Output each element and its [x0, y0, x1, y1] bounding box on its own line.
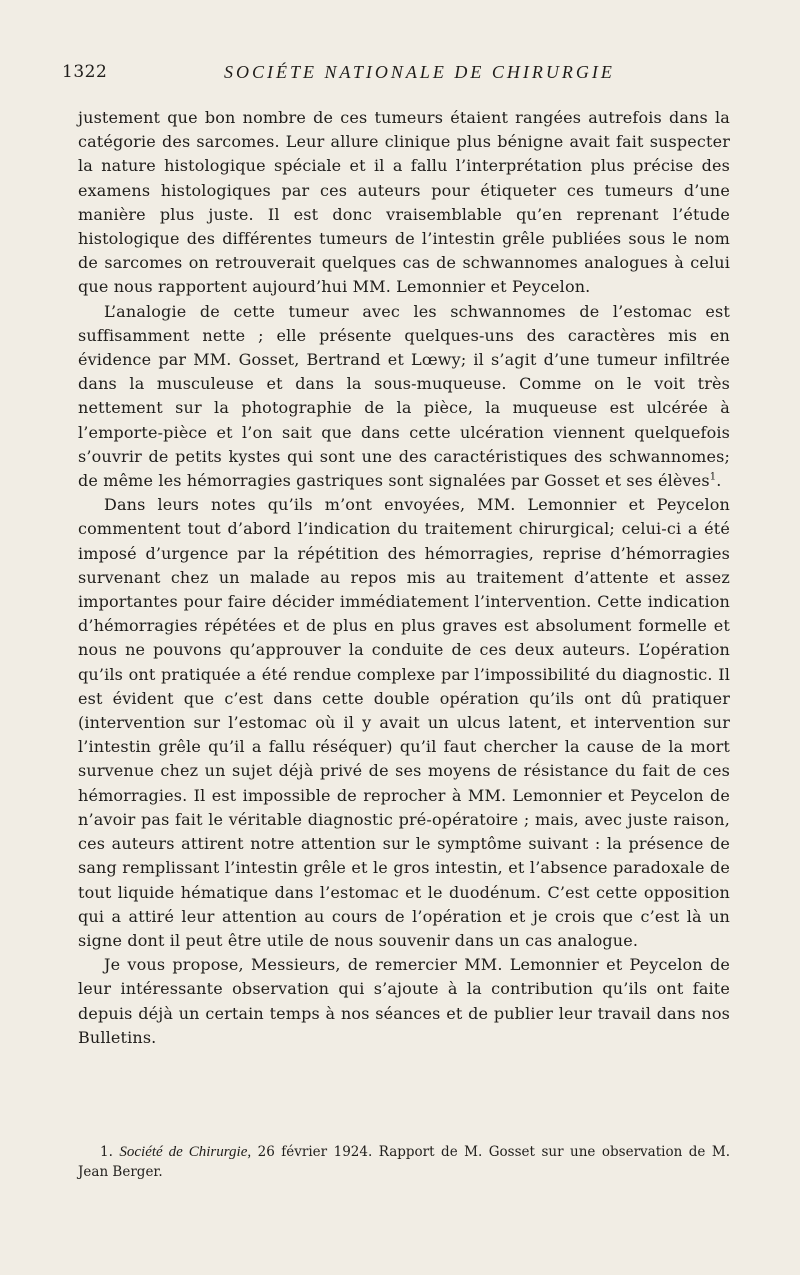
paragraph-1: justement que bon nombre de ces tumeurs étaient rangées autrefois dans la catégorie des sarcomes. Leur allure clinique plus bénigne avait fait suspecter la nature histologique spéciale et il a fallu l’interprétation plus précise des examens histologiques par ces auteurs pour étiqueter ces tumeurs d’une manière plus juste. Il est donc vraisemblable qu’en reprenant l’étude histologique des différentes tumeurs de l’intestin grêle publiées sous le nom de sarcomes on retrouverait quelques cas de schwannomes analogues à celui que nous rapportent aujourd’hui MM. Lemonnier et Peycelon. — [78, 108, 730, 297]
paragraph-2 — [78, 300, 730, 494]
paragraph-2-end: . — [716, 471, 722, 491]
page-number: 1322 — [62, 62, 108, 82]
paragraph-2-text: L’analogie de cette tumeur avec les schwannomes de l’estomac est suffisamment nette ; elle présente quelques-uns des caractères mis en évidence par MM. Gosset, Bertrand et Lœwy; il s’agit d’une tumeur infiltrée dans la musculeuse et dans la sous-muqueuse. Comme on le voit très nettement sur la photographie de la pièce, la muqueuse est ulcérée à l’emporte-pièce et l’on sait que dans cette ulcération viennent quelquefois s’ouvrir de petits kystes qui sont une des caractéristiques des schwannomes; de même les hémorragies gastriques sont signalées par Gosset et ses élèves — [78, 301, 730, 491]
paragraph-4: Je vous propose, Messieurs, de remercier MM. Lemonnier et Peycelon de leur intéressante observation qui s’ajoute à la contribution qu’ils ont faite depuis déjà un certain temps à nos séances et de publier leur travail dans nos Bulletins. — [78, 955, 730, 1047]
body-text — [78, 106, 730, 1050]
running-header — [62, 62, 738, 86]
footnote-reference: 1 — [709, 471, 717, 483]
journal-title: SOCIÉTE NATIONALE DE CHIRURGIE — [224, 62, 615, 82]
paragraph-3: Dans leurs notes qu’ils m’ont envoyées, MM. Lemonnier et Peycelon commentent tout d’abord l’indication du traitement chirurgical; celui-ci a été imposé d’urgence par la répétition des hémorragies, reprise d’hémorragies survenant chez un malade au repos mis au traitement d’attente et assez importantes pour faire décider immédiatement l’intervention. Cette indication d’hémorragies répétées et de plus en plus graves est absolument formelle et nous ne pouvons qu’approuver la conduite de ces deux auteurs. L’opération qu’ils ont pratiquée a été rendue complexe par l’impossibilité du diagnostic. Il est évident que c’est dans cette double opération qu’ils ont dû pratiquer (intervention sur l’estomac où il y avait un ulcus latent, et intervention sur l’intestin grêle qu’il a fallu réséquer) qu’il faut chercher la cause de la mort survenue chez un sujet déjà privé de ses moyens de résistance du fait de ces hémorragies. Il est impossible de reprocher à MM. Lemonnier et Peycelon de n’avoir pas fait le véritable diagnostic pré-opératoire ; mais, avec juste raison, ces auteurs attirent notre attention sur le symptôme suivant : la présence de sang remplissant l’intestin grêle et le gros intestin, et l’absence paradoxale de tout liquide hématique dans l’estomac et le duodénum. C’est cette opposition qui a attiré leur attention au cours de l’opération et je crois que c’est là un signe dont il peut être utile de nous souvenir dans un cas analogue. — [78, 495, 730, 950]
footnote-source: Société de Chirurgie, — [119, 1144, 252, 1160]
footnote — [78, 1142, 730, 1182]
footnote-number: 1. — [100, 1144, 113, 1160]
footnote-text: 26 février 1924. Rapport de M. Gosset sur une observation de M. Jean Berger. — [78, 1144, 730, 1180]
